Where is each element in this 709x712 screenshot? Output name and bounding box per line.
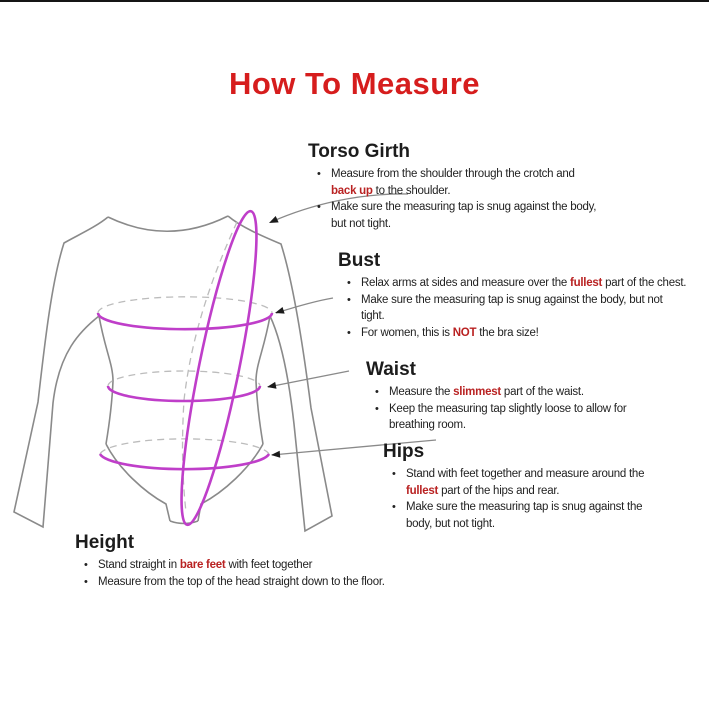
bullet-item (317, 199, 596, 232)
bullet-dot-icon: • (347, 293, 351, 306)
bullet-list (338, 275, 686, 341)
bullet-dot-icon: • (375, 402, 379, 415)
bullet-item (347, 275, 686, 292)
section-waist (366, 358, 626, 434)
bullet-dot-icon: • (375, 386, 379, 398)
bullet-dot-icon: • (347, 326, 351, 339)
bullet-dot-icon: • (347, 277, 351, 289)
bullet-text: For women, this is NOT the bra size! (361, 326, 539, 339)
bullet-text: Measure from the top of the head straight down to the floor. (98, 575, 385, 588)
left-sleeve (14, 217, 108, 527)
section-torso-girth (308, 140, 596, 232)
emphasized-text: bare feet (179, 559, 226, 571)
left-leg-opening (106, 444, 170, 521)
bullet-text: Measure from the shoulder through the crotch and back up to the shoulder. (331, 168, 575, 197)
arrowhead-icon (271, 451, 281, 459)
emphasized-text: fullest (406, 484, 439, 497)
bullet-item (375, 401, 626, 434)
torso-left-edge (99, 316, 113, 444)
bullet-dot-icon: • (317, 168, 321, 180)
bullet-dot-icon: • (84, 575, 88, 588)
neckline (108, 216, 228, 231)
bullet-text: Measure the slimmest part of the waist. (389, 386, 584, 398)
leotard-outline (14, 216, 332, 531)
arrowhead-icon (266, 382, 276, 391)
bullet-item (84, 557, 385, 574)
emphasized-text: fullest (570, 277, 603, 289)
emphasized-text: slimmest (453, 386, 501, 398)
emphasized-text: back up (331, 184, 373, 197)
bullet-text: Relax arms at sides and measure over the fullest part of the chest. (361, 277, 687, 289)
section-heading: Hips (383, 441, 425, 462)
bullet-dot-icon: • (317, 201, 321, 213)
bullet-item (84, 574, 385, 591)
bullet-text: Make sure the measuring tap is snug against the body, but not tight. (331, 201, 597, 230)
bullet-item (347, 325, 686, 342)
bullet-list (383, 466, 644, 532)
bullet-text: Stand straight in bare feet with feet together (98, 559, 313, 571)
bullet-item (347, 292, 686, 325)
section-heading: Waist (366, 359, 416, 380)
bullet-dot-icon: • (392, 501, 396, 513)
torso-right-edge (256, 316, 270, 444)
section-heading: Bust (338, 250, 381, 271)
bullet-list (75, 557, 385, 590)
bullet-text: Make sure the measuring tap is snug against the body, but not tight. (361, 293, 663, 322)
section-hips (383, 440, 644, 532)
section-heading: Torso Girth (308, 141, 411, 162)
section-bust (338, 249, 686, 341)
bust-tape-back (98, 297, 272, 313)
right-sleeve (228, 216, 332, 531)
bullet-list (366, 384, 626, 434)
emphasized-text: NOT (452, 326, 477, 339)
bullet-text: Stand with feet together and measure around the fullest part of the hips and rear. (406, 468, 645, 497)
section-heading: Height (75, 532, 135, 553)
bullet-text: Keep the measuring tap slightly loose to allow for breathing room. (389, 402, 627, 431)
bullet-list (308, 166, 596, 232)
bullet-item (392, 466, 644, 499)
bullet-item (317, 166, 596, 199)
section-height (75, 531, 385, 590)
bullet-item (392, 499, 644, 532)
bullet-item (375, 384, 626, 401)
arrowhead-icon (268, 216, 279, 226)
bullet-text: Make sure the measuring tap is snug against the body, but not tight. (406, 501, 643, 530)
right-leg-opening (198, 444, 263, 521)
bust-arrow (274, 298, 333, 316)
page-title: How To Measure (228, 66, 481, 101)
bullet-dot-icon: • (84, 559, 88, 571)
arrowhead-icon (274, 307, 285, 316)
bullet-dot-icon: • (392, 468, 396, 480)
measuring-tapes (98, 207, 272, 529)
torso-girth-tape (168, 207, 271, 529)
